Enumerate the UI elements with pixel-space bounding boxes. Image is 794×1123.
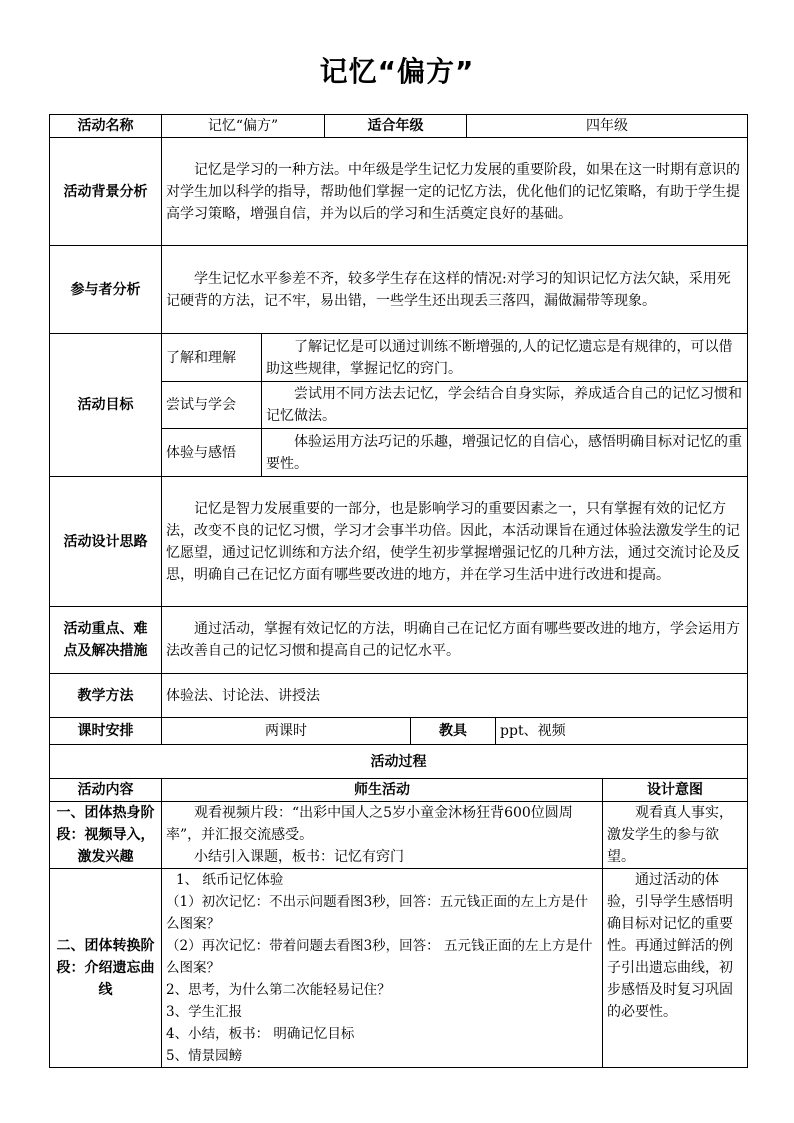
background-cell bbox=[162, 138, 748, 246]
focus-label-line-2: 点及解决措施 bbox=[63, 643, 148, 659]
stage1-activity-1: 观看视频片段：“出彩中国人之5岁小童金沐杨狂背600位圆周率”，并汇报交流感受。 bbox=[166, 805, 573, 843]
goal-row-1 bbox=[50, 334, 748, 382]
document-title: 记忆“偏方” bbox=[319, 55, 475, 88]
schedule-value: 两课时 bbox=[162, 718, 411, 745]
tools-label: 教具 bbox=[411, 718, 496, 745]
background-label: 活动背景分析 bbox=[50, 138, 162, 246]
background-text: 记忆是学习的一种方法。中年级是学生记忆力发展的重要阶段，如果在这一时期有意识的对学生加以科学的指导，帮助他们掌握一定的记忆方法，优化他们的记忆策略，有助于学生提高学习策略，增强自信，并为以后的学习和生活奠定良好的基础。 bbox=[166, 161, 740, 222]
goal-cell-3 bbox=[262, 429, 748, 477]
tools-value: ppt、视频 bbox=[496, 718, 748, 745]
goals-label: 活动目标 bbox=[50, 334, 162, 477]
method-label: 教学方法 bbox=[50, 674, 162, 718]
stage2-line-6: 4、小结，板书： 明确记忆目标 bbox=[166, 1026, 355, 1042]
stage2-line-1: 1、 纸币记忆体验 bbox=[176, 872, 284, 888]
design-row bbox=[50, 477, 748, 607]
col-content: 活动内容 bbox=[50, 779, 162, 802]
participants-row bbox=[50, 246, 748, 334]
goal-name-2: 尝试与学会 bbox=[162, 382, 262, 429]
design-label: 活动设计思路 bbox=[50, 477, 162, 607]
stage2-line-5: 3、学生汇报 bbox=[166, 1004, 243, 1020]
design-text: 记忆是智力发展重要的一部分，也是影响学习的重要因素之一，只有掌握有效的记忆方法，改变不良的记忆习惯，学习才会事半功倍。因此，本活动课旨在通过体验法激发学生的记忆愿望，通过记忆训练和方法介绍，使学生初步掌握增强记忆的几种方法，通过交流讨论及反思，明确自己在记忆方面有哪些要改进的地方，并在学习生活中进行改进和提高。 bbox=[166, 500, 740, 583]
col-intent: 设计意图 bbox=[603, 779, 748, 802]
stage2-line-4: 2、思考，为什么第二次能轻易记住？ bbox=[166, 982, 391, 998]
goal-text-1: 了解记忆是可以通过训练不断增强的,人的记忆遗忘是有规律的，可以借助这些规律，掌握记忆的窍门。 bbox=[266, 338, 733, 377]
col-activity: 师生活动 bbox=[162, 779, 603, 802]
focus-row bbox=[50, 607, 748, 674]
stage1-intent-cell bbox=[603, 802, 748, 869]
focus-cell bbox=[162, 607, 748, 674]
schedule-label: 课时安排 bbox=[50, 718, 162, 745]
process-heading-row bbox=[50, 745, 748, 779]
stage2-line-3: （2）再次记忆：带着问题去看图3秒，回答： 五元钱正面的左上方是什么图案？ bbox=[166, 938, 593, 976]
header-row bbox=[50, 115, 748, 138]
design-cell bbox=[162, 477, 748, 607]
stage2-intent-cell bbox=[603, 869, 748, 1068]
focus-text: 通过活动，掌握有效记忆的方法，明确自己在记忆方面有哪些要改进的地方，学会运用方法改善自己的记忆习惯和提高自己的记忆水平。 bbox=[166, 621, 740, 659]
background-row bbox=[50, 138, 748, 246]
goal-cell-2 bbox=[262, 382, 748, 429]
grade-value: 四年级 bbox=[467, 115, 748, 138]
participants-label: 参与者分析 bbox=[50, 246, 162, 334]
goal-text-3: 体验运用方法巧记的乐趣，增强记忆的自信心，感悟明确目标对记忆的重要性。 bbox=[266, 433, 742, 472]
grade-label: 适合年级 bbox=[325, 115, 467, 138]
focus-label-line-1: 活动重点、难 bbox=[63, 621, 148, 637]
stage2-row bbox=[50, 869, 748, 1068]
participants-cell bbox=[162, 246, 748, 334]
method-row bbox=[50, 674, 748, 718]
stage2-name: 二、团体转换阶段：介绍遗忘曲线 bbox=[50, 869, 162, 1068]
lesson-plan-table bbox=[49, 114, 748, 1068]
process-heading: 活动过程 bbox=[50, 745, 748, 779]
schedule-row bbox=[50, 718, 748, 745]
stage1-row bbox=[50, 802, 748, 869]
stage2-activity-cell bbox=[162, 869, 603, 1068]
goal-cell-1 bbox=[262, 334, 748, 382]
stage1-activity-cell bbox=[162, 802, 603, 869]
process-columns-row bbox=[50, 779, 748, 802]
goal-name-3: 体验与感悟 bbox=[162, 429, 262, 477]
goal-text-2: 尝试用不同方法去记忆，学会结合自身实际，养成适合自己的记忆习惯和记忆做法。 bbox=[266, 386, 742, 424]
activity-name-value: 记忆“偏方” bbox=[162, 115, 325, 138]
stage1-activity-2: 小结引入课题，板书：记忆有窍门 bbox=[194, 849, 404, 865]
stage2-line-7: 5、情景园鳑 bbox=[166, 1048, 243, 1064]
stage2-intent: 通过活动的体验，引导学生感悟明确目标对记忆的重要性。再通过鲜活的例子引出遗忘曲线，初步感悟及时复习巩固的必要性。 bbox=[607, 872, 734, 1020]
stage2-line-2: （1）初次记忆：不出示问题看图3秒，回答：五元钱正面的左上方是什么图案？ bbox=[166, 894, 589, 932]
focus-label bbox=[50, 607, 162, 674]
stage1-name: 一、团体热身阶段：视频导入，激发兴趣 bbox=[50, 802, 162, 869]
method-value: 体验法、讨论法、讲授法 bbox=[162, 674, 748, 718]
stage1-intent: 观看真人事实，激发学生的参与欲望。 bbox=[607, 805, 734, 865]
participants-text: 学生记忆水平参差不齐，较多学生存在这样的情况:对学习的知识记忆方法欠缺，采用死记硬背的方法，记不牢，易出错，一些学生还出现丢三落四，漏做漏带等现象。 bbox=[166, 270, 731, 309]
goal-name-1: 了解和理解 bbox=[162, 334, 262, 382]
activity-name-label: 活动名称 bbox=[50, 115, 162, 138]
